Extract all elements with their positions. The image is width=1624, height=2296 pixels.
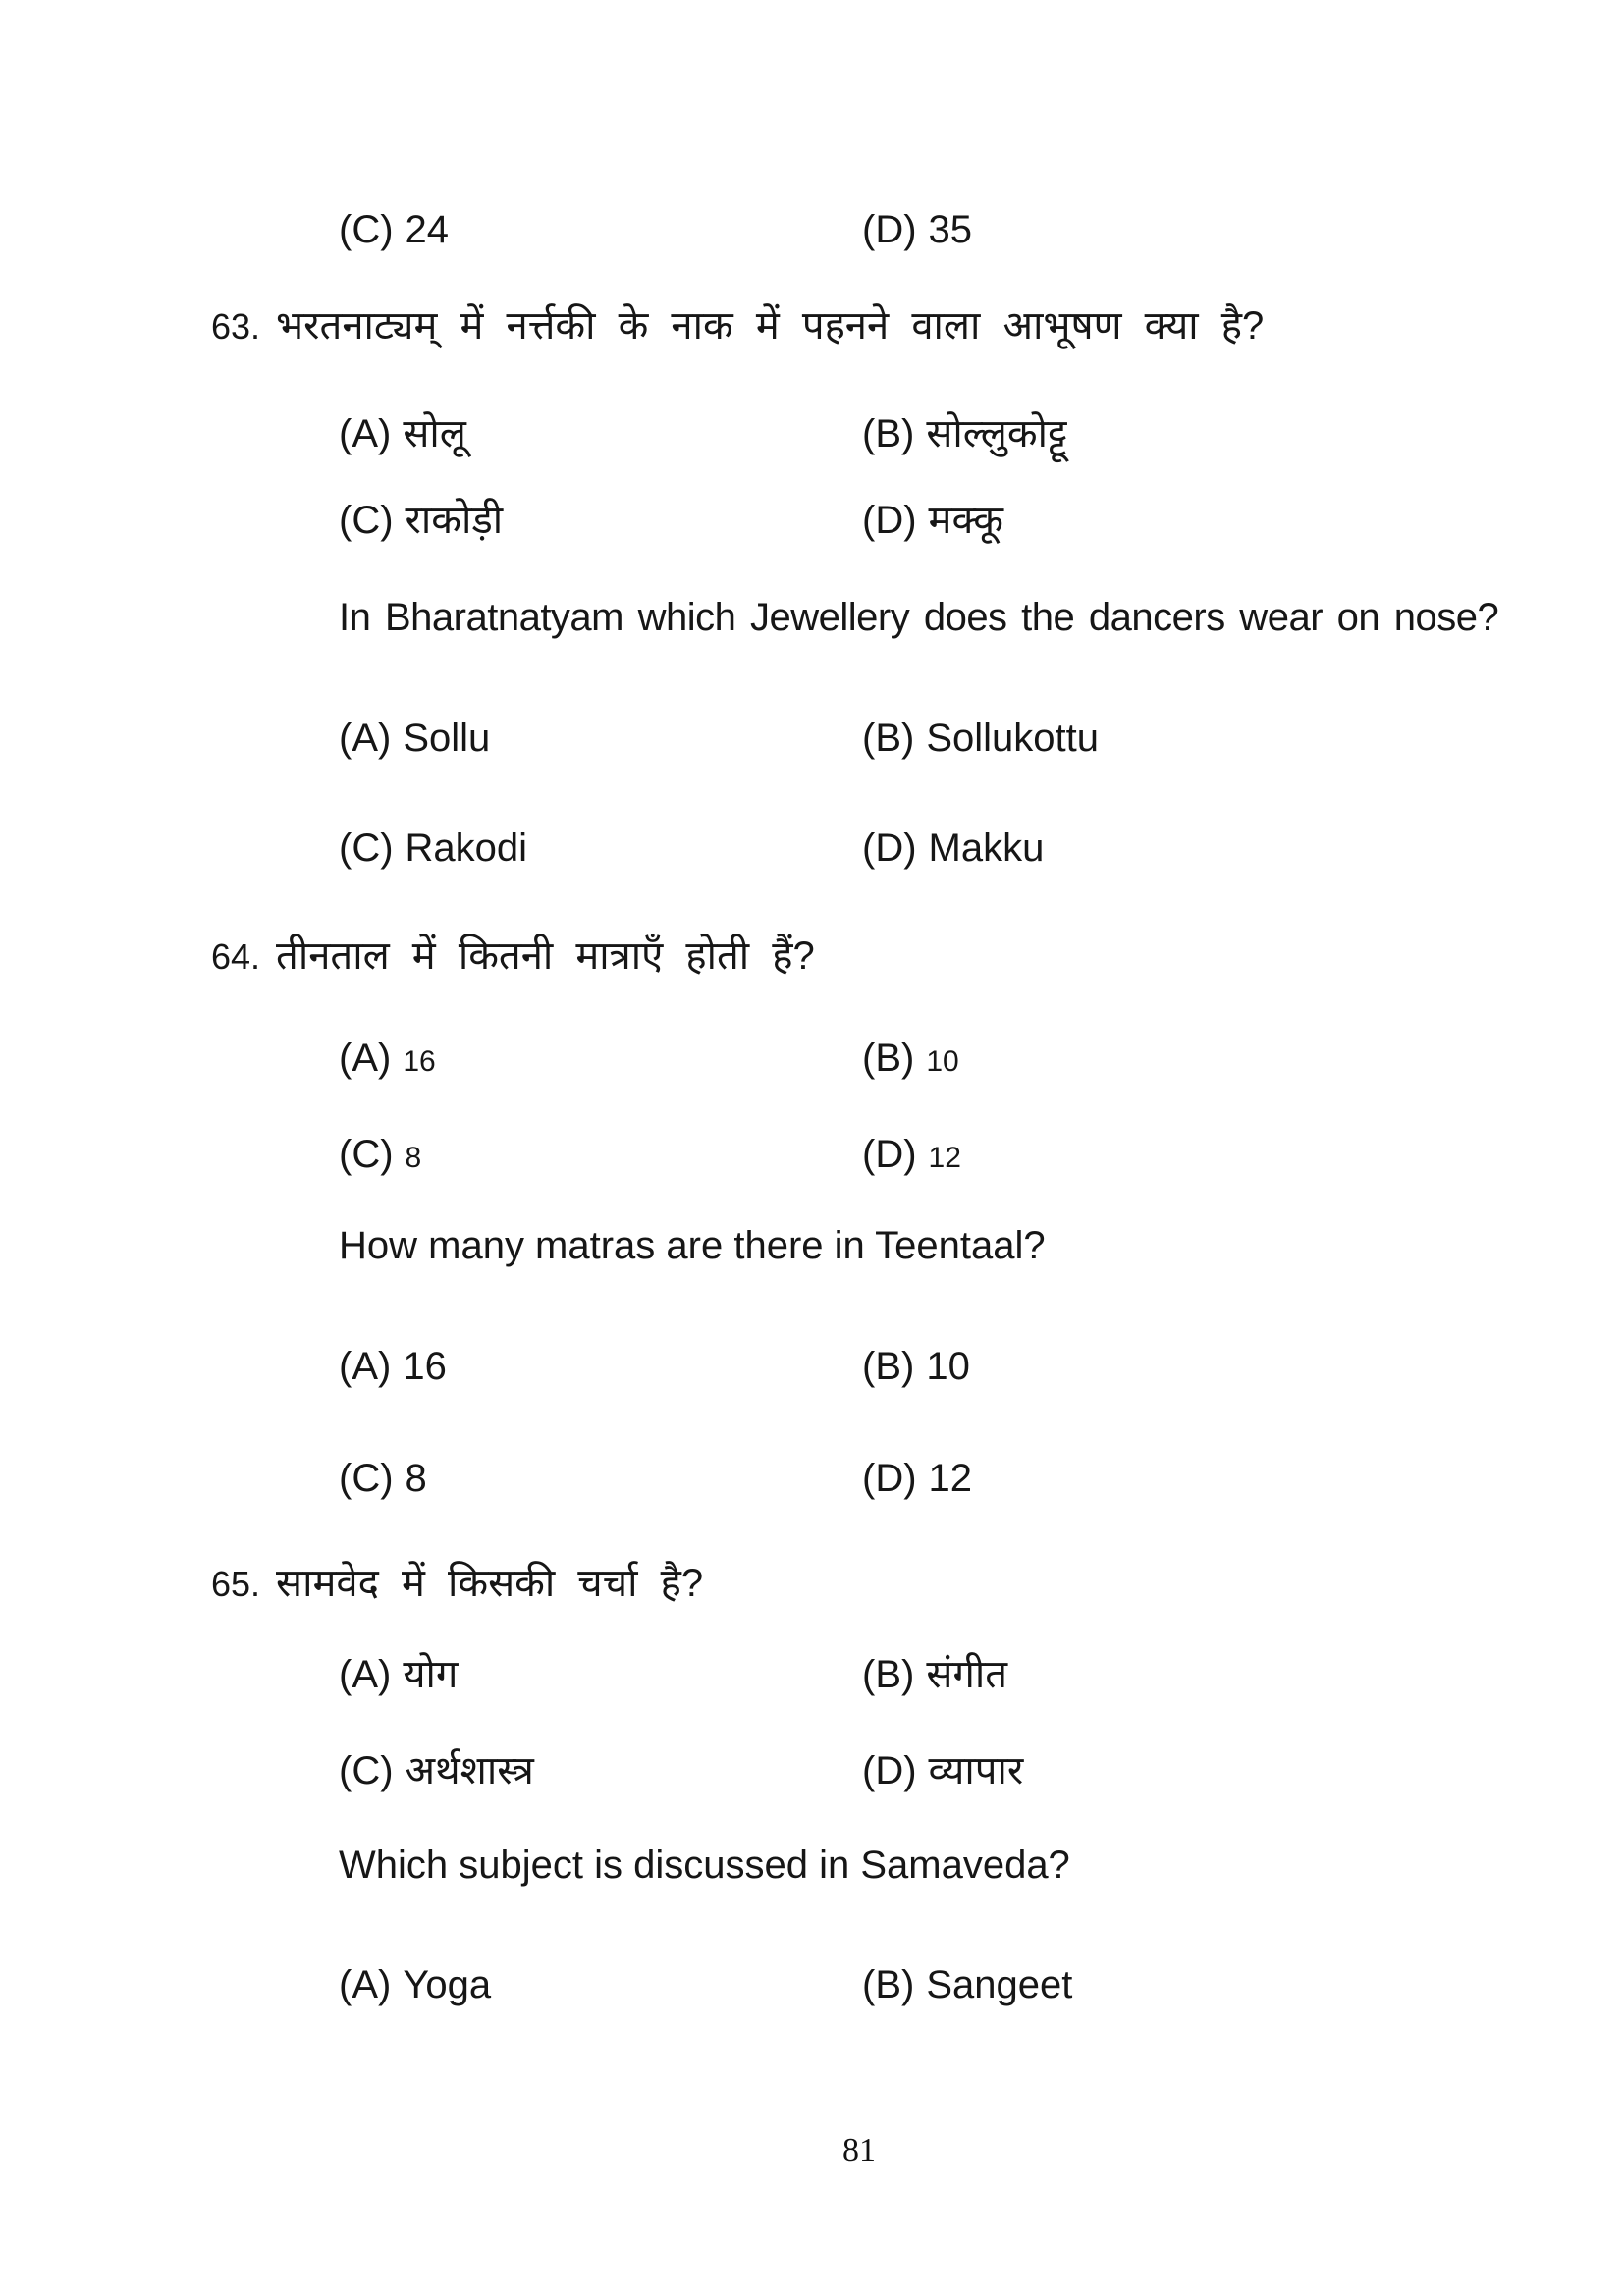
q64-english-option-c bbox=[339, 1457, 427, 1501]
option-value: Rakodi bbox=[405, 827, 528, 870]
option-value: Sollukottu bbox=[926, 717, 1099, 760]
option-value: सोलू bbox=[403, 412, 466, 455]
option-label: (B) bbox=[862, 1037, 915, 1080]
q64-english-option-d bbox=[862, 1457, 972, 1501]
option-value: राकोड़ी bbox=[405, 499, 504, 542]
option-value: 12 bbox=[928, 1142, 961, 1174]
question-64-hindi-line bbox=[211, 934, 815, 979]
q65-english-option-a bbox=[339, 1963, 491, 2007]
question-text-hindi: तीनताल में कितनी मात्राएँ होती हैं? bbox=[276, 934, 815, 978]
option-label: (D) bbox=[862, 827, 917, 870]
option-label: (C) bbox=[339, 827, 394, 870]
option-label: (A) bbox=[339, 1345, 392, 1388]
question-63-english-line: In Bharatnatyam which Jewellery does the dancers wear on nose? bbox=[339, 596, 1499, 639]
question-63-hindi-line bbox=[211, 304, 1264, 348]
option-label: (B) bbox=[862, 412, 915, 455]
option-value: 10 bbox=[926, 1045, 959, 1078]
option-value: संगीत bbox=[926, 1653, 1008, 1696]
option-value: Sangeet bbox=[926, 1963, 1073, 2006]
q63-hindi-option-b bbox=[862, 412, 1067, 456]
option-value: Makku bbox=[928, 827, 1045, 870]
option-value: अर्थशास्त्र bbox=[405, 1749, 534, 1792]
question-65-hindi-line bbox=[211, 1562, 703, 1606]
option-value: व्यापार bbox=[928, 1749, 1024, 1792]
q64-english-option-a bbox=[339, 1345, 447, 1389]
q63-hindi-option-c bbox=[339, 499, 503, 543]
option-value: 16 bbox=[403, 1045, 436, 1078]
option-value: 12 bbox=[928, 1457, 973, 1500]
prev-option-c bbox=[339, 208, 449, 252]
option-value: 10 bbox=[926, 1345, 970, 1388]
option-label: (A) bbox=[339, 412, 392, 455]
option-label: (C) bbox=[339, 1457, 394, 1500]
question-number: 64. bbox=[211, 936, 261, 977]
q63-hindi-option-a bbox=[339, 412, 466, 456]
option-label: (C) bbox=[339, 208, 394, 251]
option-label: (C) bbox=[339, 1133, 394, 1176]
question-text-hindi: सामवेद में किसकी चर्चा है? bbox=[276, 1562, 704, 1605]
option-label: (C) bbox=[339, 1749, 394, 1792]
option-label: (B) bbox=[862, 1345, 915, 1388]
option-value: मक्कू bbox=[928, 499, 1003, 542]
prev-option-d bbox=[862, 208, 972, 252]
q65-hindi-option-a bbox=[339, 1653, 458, 1697]
option-value: 35 bbox=[928, 208, 973, 251]
q63-english-option-c bbox=[339, 827, 527, 871]
option-value: योग bbox=[403, 1653, 459, 1696]
q64-hindi-option-b bbox=[862, 1037, 959, 1081]
page-number: 81 bbox=[842, 2132, 876, 2168]
option-value: 16 bbox=[403, 1345, 447, 1388]
option-value: 8 bbox=[405, 1457, 427, 1500]
q65-hindi-option-b bbox=[862, 1653, 1007, 1697]
option-value: 24 bbox=[405, 208, 450, 251]
option-value: 8 bbox=[405, 1142, 422, 1174]
q63-english-option-a bbox=[339, 717, 490, 761]
option-label: (D) bbox=[862, 1749, 917, 1792]
q63-english-option-b bbox=[862, 717, 1099, 761]
question-number: 65. bbox=[211, 1564, 261, 1604]
q63-hindi-option-d bbox=[862, 499, 1003, 543]
q65-hindi-option-c bbox=[339, 1749, 534, 1793]
option-label: (A) bbox=[339, 1037, 392, 1080]
q64-hindi-option-d bbox=[862, 1133, 961, 1177]
q64-english-option-b bbox=[862, 1345, 970, 1389]
q64-hindi-option-c bbox=[339, 1133, 421, 1177]
option-label: (D) bbox=[862, 1133, 917, 1176]
question-number: 63. bbox=[211, 306, 261, 347]
option-value: सोल्लुकोट्टू bbox=[926, 412, 1067, 455]
q65-hindi-option-d bbox=[862, 1749, 1023, 1793]
q63-english-option-d bbox=[862, 827, 1044, 871]
option-label: (B) bbox=[862, 1963, 915, 2006]
q64-hindi-option-a bbox=[339, 1037, 436, 1081]
option-label: (A) bbox=[339, 717, 392, 760]
question-64-english-line: How many matras are there in Teentaal? bbox=[339, 1224, 1046, 1267]
option-label: (A) bbox=[339, 1963, 392, 2006]
option-value: Yoga bbox=[403, 1963, 492, 2006]
option-label: (B) bbox=[862, 1653, 915, 1696]
q65-english-option-b bbox=[862, 1963, 1072, 2007]
option-label: (C) bbox=[339, 499, 394, 542]
option-label: (A) bbox=[339, 1653, 392, 1696]
option-label: (D) bbox=[862, 499, 917, 542]
option-value: Sollu bbox=[403, 717, 491, 760]
question-text-hindi: भरतनाट्यम् में नर्त्तकी के नाक में पहनने वाला आभूषण क्या है? bbox=[276, 304, 1265, 347]
option-label: (D) bbox=[862, 208, 917, 251]
question-65-english-line: Which subject is discussed in Samaveda? bbox=[339, 1843, 1070, 1887]
option-label: (D) bbox=[862, 1457, 917, 1500]
option-label: (B) bbox=[862, 717, 915, 760]
